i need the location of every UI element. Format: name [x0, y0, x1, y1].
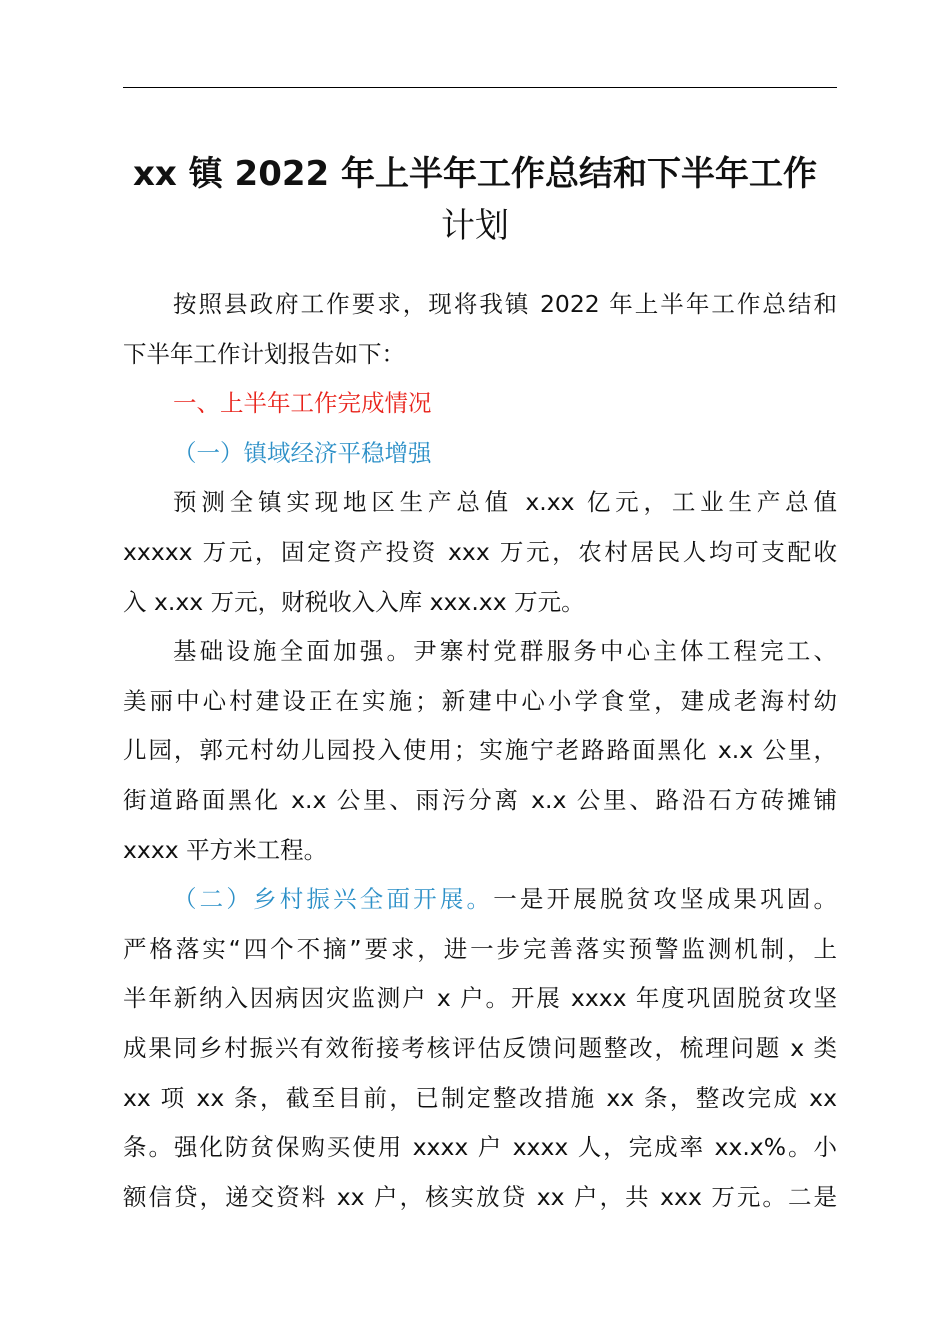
- text-line: xx 项 xx 条，截至目前，已制定整改措施 xx 条，整改完成 xx: [123, 1083, 837, 1112]
- text-line: xxxx 平方米工程。: [123, 835, 328, 864]
- text-run: 一是开展脱贫攻坚成果巩固。: [493, 885, 837, 914]
- text-line: 成果同乡村振兴有效衔接考核评估反馈问题整改，梳理问题 x 类: [123, 1033, 837, 1062]
- document-title: [100, 148, 850, 252]
- economy-paragraph: [123, 478, 837, 627]
- subsection-2-heading: （二）乡村振兴全面开展。: [173, 885, 494, 914]
- infrastructure-paragraph: [123, 627, 837, 875]
- text-line: 入 x.xx 万元，财税收入入库 xxx.xx 万元。: [123, 587, 585, 616]
- text-line: 严格落实“四个不摘”要求，进一步完善落实预警监测机制，上: [123, 934, 837, 963]
- text-line: 条。强化防贫保购买使用 xxxx 户 xxxx 人，完成率 xx.x%。小: [123, 1133, 837, 1162]
- text-line: 额信贷，递交资料 xx 户，核实放贷 xx 户，共 xxx 万元。二是: [123, 1182, 837, 1211]
- text-line: 下半年工作计划报告如下：: [123, 339, 405, 368]
- title-line-2: 计划: [441, 206, 509, 246]
- text-line: 儿园，郭元村幼儿园投入使用；实施宁老路路面黑化 x.x 公里，: [123, 736, 837, 765]
- section-1-heading: 一、上半年工作完成情况: [173, 389, 432, 418]
- text-line: 半年新纳入因病因灾监测户 x 户。开展 xxxx 年度巩固脱贫攻坚: [123, 984, 837, 1013]
- text-line: xxxxx 万元，固定资产投资 xxx 万元，农村居民人均可支配收: [123, 537, 837, 566]
- text-line: [123, 875, 837, 925]
- text-line: 基础设施全面加强。尹寨村党群服务中心主体工程完工、: [173, 637, 837, 666]
- intro-paragraph: [123, 280, 837, 379]
- section-heading: [123, 379, 837, 429]
- rural-revitalization-paragraph: [123, 875, 837, 1222]
- text-line: 美丽中心村建设正在实施；新建中心小学食堂，建成老海村幼: [123, 686, 837, 715]
- title-line-1: xx 镇 2022 年上半年工作总结和下半年工作: [133, 154, 817, 194]
- text-line: 按照县政府工作要求，现将我镇 2022 年上半年工作总结和: [173, 290, 837, 318]
- document-body: [123, 280, 837, 1222]
- text-line: 预测全镇实现地区生产总值 x.xx 亿元，工业生产总值: [173, 488, 837, 517]
- header-rule: [123, 87, 837, 88]
- subsection-heading: [123, 429, 837, 479]
- text-line: 街道路面黑化 x.x 公里、雨污分离 x.x 公里、路沿石方砖摊铺: [123, 785, 837, 814]
- subsection-1-heading: （一）镇域经济平稳增强: [173, 438, 432, 467]
